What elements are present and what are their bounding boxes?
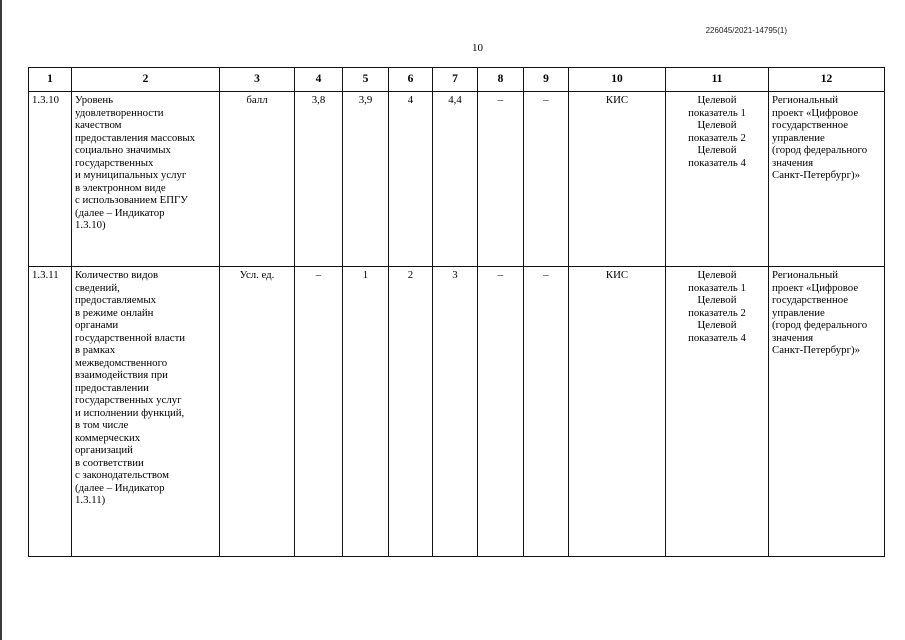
table-header-row: [29, 68, 885, 92]
value-cell: 1: [343, 267, 389, 557]
indicator-name: Уровень удовлетворенности качеством предоставления массовых социально значимых государственных и муниципальных услуг в электронном виде с использованием ЕПГУ (далее – Индикатор 1.3.10): [72, 92, 220, 267]
column-header: 4: [295, 68, 343, 92]
targets-cell: Целевой показатель 1 Целевой показатель 2 Целевой показатель 4: [666, 267, 769, 557]
column-header: 7: [433, 68, 478, 92]
unit-cell: Усл. ед.: [220, 267, 295, 557]
value-cell: 2: [389, 267, 433, 557]
targets-cell: Целевой показатель 1 Целевой показатель 2 Целевой показатель 4: [666, 92, 769, 267]
value-cell: 3,9: [343, 92, 389, 267]
column-header: 8: [478, 68, 524, 92]
value-cell: –: [295, 267, 343, 557]
row-number: 1.3.10: [29, 92, 72, 267]
column-header: 11: [666, 68, 769, 92]
unit-cell: балл: [220, 92, 295, 267]
value-cell: 3,8: [295, 92, 343, 267]
indicator-name: Количество видов сведений, предоставляемых в режиме онлайн органами государственной власти в рамках межведомственного взаимодействия при предоставлении государственных услуг и исполнении функций, в том числе коммерческих организаций в соответствии с законодательством (далее – Индикатор 1.3.11): [72, 267, 220, 557]
project-cell: Региональный проект «Цифровое государственное управление (город федерального значения Санкт-Петербург)»: [769, 92, 885, 267]
indicator-table: [28, 67, 885, 557]
column-header: 9: [524, 68, 569, 92]
value-cell: –: [478, 92, 524, 267]
value-cell: –: [478, 267, 524, 557]
page-left-edge: [0, 0, 2, 640]
column-header: 3: [220, 68, 295, 92]
column-header: 6: [389, 68, 433, 92]
row-number: 1.3.11: [29, 267, 72, 557]
table-row: [29, 92, 885, 267]
value-cell: –: [524, 92, 569, 267]
value-cell: –: [524, 267, 569, 557]
column-header: 10: [569, 68, 666, 92]
column-header: 12: [769, 68, 885, 92]
value-cell: 4: [389, 92, 433, 267]
project-cell: Региональный проект «Цифровое государственное управление (город федерального значения Санкт-Петербург)»: [769, 267, 885, 557]
column-header: 1: [29, 68, 72, 92]
column-header: 5: [343, 68, 389, 92]
source-cell: КИС: [569, 92, 666, 267]
value-cell: 3: [433, 267, 478, 557]
page-number: 10: [472, 42, 483, 54]
source-cell: КИС: [569, 267, 666, 557]
table-row: [29, 267, 885, 557]
document-id: 226045/2021-14795(1): [705, 26, 787, 35]
column-header: 2: [72, 68, 220, 92]
value-cell: 4,4: [433, 92, 478, 267]
